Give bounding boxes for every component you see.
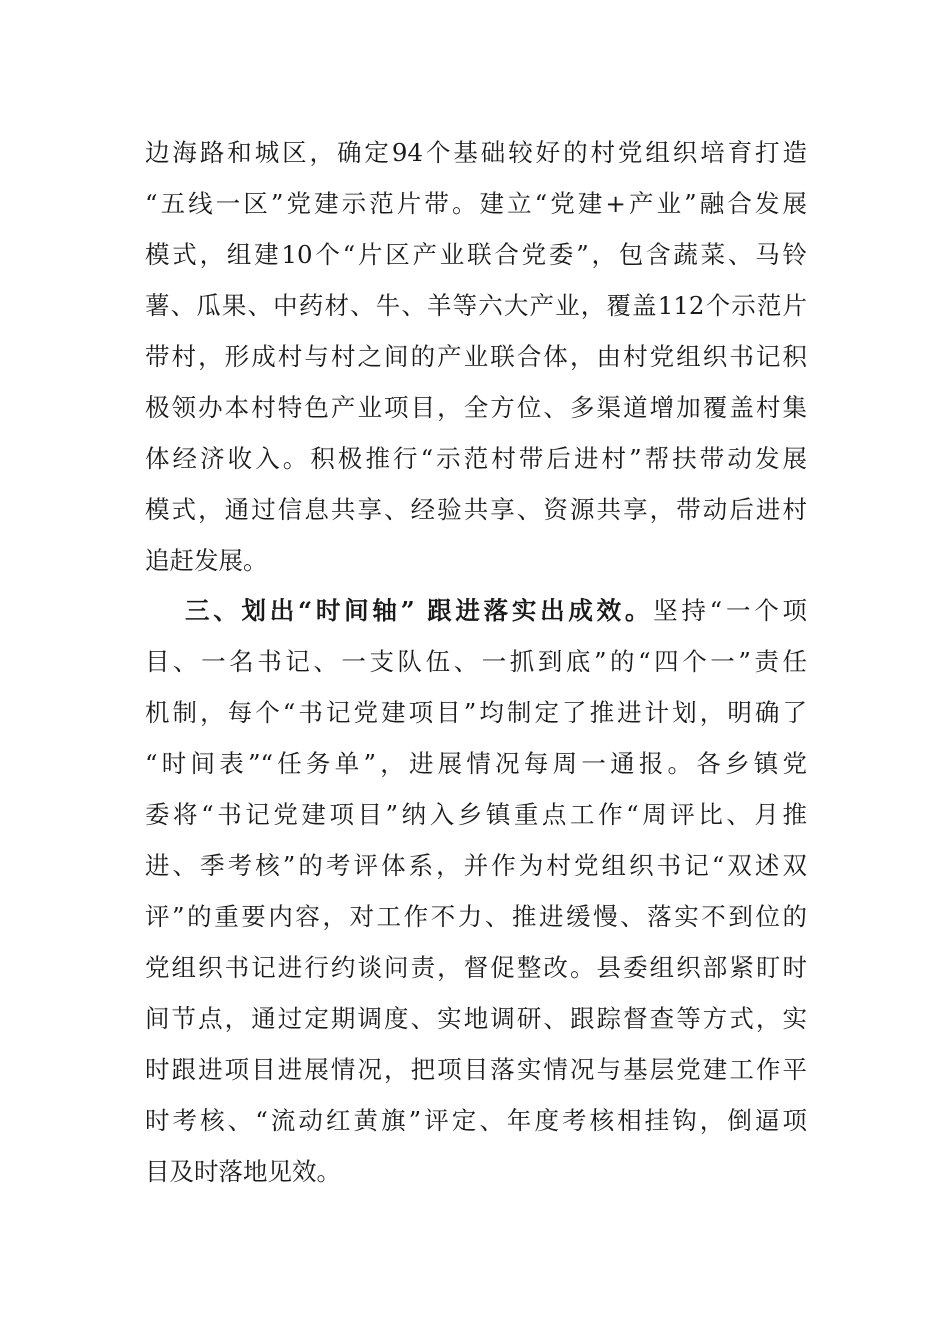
- paragraph-line: 进、季考核”的考评体系，并作为村党组织书记“双述双: [145, 851, 807, 880]
- paragraph-line: 体经济收入。积极推行“示范村带后进村”帮扶带动发展: [145, 444, 807, 473]
- paragraph-first-line: [145, 585, 807, 636]
- paragraph-line: 党组织书记进行约谈问责，督促整改。县委组织部紧盯时: [145, 953, 807, 982]
- paragraph-line: 带村，形成村与村之间的产业联合体，由村党组织书记积: [145, 342, 807, 371]
- paragraph-line: “时间表”“任务单”，进展情况每周一通报。各乡镇党: [145, 749, 807, 778]
- paragraph-line: 薯、瓜果、中药材、牛、羊等六大产业，覆盖112个示范片: [145, 291, 807, 320]
- paragraph-line: 时考核、“流动红黄旗”评定、年度考核相挂钩，倒逼项: [145, 1106, 807, 1135]
- paragraph-line: 目及时落地见效。: [145, 1157, 341, 1186]
- paragraph-line: 边海路和城区，确定94个基础较好的村党组织培育打造: [145, 138, 807, 167]
- paragraph-line: 评”的重要内容，对工作不力、推进缓慢、落实不到位的: [145, 902, 807, 931]
- paragraph-line: 极领办本村特色产业项目，全方位、多渠道增加覆盖村集: [145, 393, 807, 422]
- paragraph-line: 机制，每个“书记党建项目”均制定了推进计划，明确了: [145, 698, 807, 727]
- section-heading: 三、划出“时间轴” 跟进落实出成效。: [185, 596, 654, 625]
- paragraph-line: 模式，组建10个“片区产业联合党委”，包含蔬菜、马铃: [145, 240, 807, 269]
- paragraph-line: 追赶发展。: [145, 546, 268, 575]
- paragraph-2: [145, 585, 807, 1197]
- first-line-text: 坚持“一个项: [653, 596, 807, 625]
- paragraph-line: 委将“书记党建项目”纳入乡镇重点工作“周评比、月推: [145, 800, 807, 829]
- paragraph-line: 时跟进项目进展情况，把项目落实情况与基层党建工作平: [145, 1055, 807, 1084]
- paragraph-1: [145, 127, 807, 586]
- paragraph-line: 间节点，通过定期调度、实地调研、跟踪督查等方式，实: [145, 1004, 807, 1033]
- paragraph-line: “五线一区”党建示范片带。建立“党建+产业”融合发展: [145, 189, 807, 218]
- paragraph-line: 模式，通过信息共享、经验共享、资源共享，带动后进村: [145, 495, 807, 524]
- paragraph-line: 目、一名书记、一支队伍、一抓到底”的“四个一”责任: [145, 647, 807, 676]
